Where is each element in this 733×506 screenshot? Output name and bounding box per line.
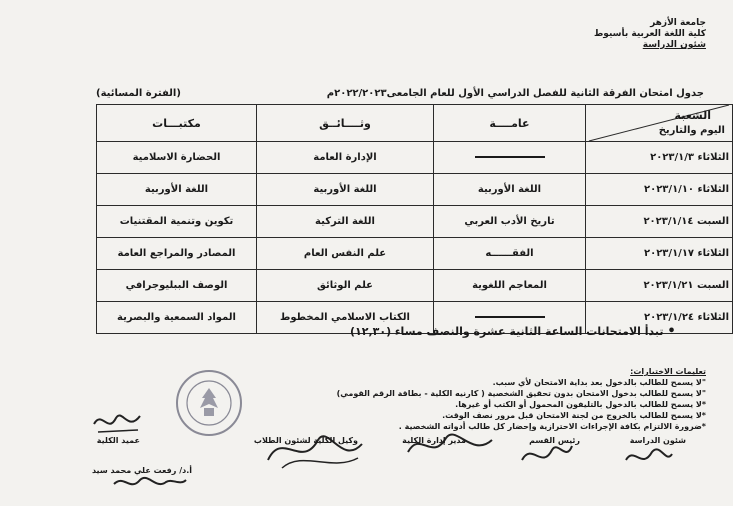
table-row — [97, 174, 733, 206]
bullet-icon: • — [667, 324, 676, 339]
table-row — [97, 206, 733, 238]
director-signature — [402, 422, 498, 468]
day-date-cell: الثلاثاء ٢٠٢٣/١/١٠ — [586, 174, 733, 206]
libraries-cell: المصادر والمراجع العامة — [97, 238, 257, 270]
document-title: جدول امتحان الفرقة الثانية للفصل الدراسي الأول للعام الجامعى٢٠٢٢/٢٠٢٣م — [326, 88, 704, 99]
department-name: شئون الدراسة — [642, 40, 706, 50]
table-row — [97, 238, 733, 270]
table-row — [97, 270, 733, 302]
start-time-text: تبدأ الامتحانات الساعة الثانية عشرة والنصف مساء (١٢,٣٠) — [350, 325, 664, 338]
exam-schedule-table — [96, 104, 733, 334]
documents-cell: اللغة التركية — [257, 206, 434, 238]
general-cell: المعاجم اللغوية — [434, 270, 586, 302]
day-date-cell: الثلاثاء ٢٠٢٣/١/٣ — [586, 142, 733, 174]
sig-label-dean: عميد الكلية — [96, 436, 140, 445]
start-time-note — [350, 324, 676, 339]
libraries-cell: تكوين وتنمية المقتنيات — [97, 206, 257, 238]
instruction-item: *لا يسمح للطالب بالدخول بالتليفون المحمول أو الكتب أو غيرها. — [455, 400, 706, 409]
instructions-heading: تعليمات الاختبارات: — [630, 367, 706, 376]
documents-cell: اللغة الأوربية — [257, 174, 434, 206]
libraries-cell: المواد السمعية والبصرية — [97, 302, 257, 334]
table-row — [97, 142, 733, 174]
general-cell: تاريخ الأدب العربي — [434, 206, 586, 238]
sig-label-vice-dean: وكيل الكلية لشئون الطلاب — [253, 436, 358, 445]
day-date-cell: السبت ٢٠٢٣/١/١٤ — [586, 206, 733, 238]
empty-dash — [475, 316, 545, 318]
instruction-item: *ضرورة الالتزام بكافة الإجراءات الاحترازية وإحضار كل طالب أدواته الشخصية . — [398, 422, 706, 431]
documents-cell: علم النفس العام — [257, 238, 434, 270]
vice-dean-signature — [262, 420, 372, 476]
header-date-label: اليوم والتاريخ — [658, 125, 725, 136]
column-header-general: عامــــة — [434, 105, 586, 142]
libraries-cell: اللغة الأوربية — [97, 174, 257, 206]
general-cell-empty — [434, 142, 586, 174]
column-header-documents: وثــــائــق — [257, 105, 434, 142]
libraries-cell: الوصف الببليوجرافي — [97, 270, 257, 302]
college-name: كلية اللغة العربية بأسيوط — [593, 29, 706, 39]
header-corner-cell — [586, 105, 733, 142]
studies-signature — [620, 440, 676, 476]
instruction-item: "لا يسمح للطالب بالدخول بعد بداية الامتحان لأي سبب. — [492, 378, 706, 387]
institution-header — [536, 18, 706, 51]
exam-period: (الفترة المسائية) — [96, 88, 181, 99]
documents-cell: علم الوثائق — [257, 270, 434, 302]
day-date-cell: الثلاثاء ٢٠٢٣/١/٢٤ — [586, 302, 733, 334]
general-cell: الفقــــــه — [434, 238, 586, 270]
instruction-item: *لا يسمح للطالب بالخروج من لجنة الامتحان قبل مرور نصف الوقت. — [442, 411, 706, 420]
documents-cell: الكتاب الاسلامي المخطوط — [257, 302, 434, 334]
college-seal-stamp — [174, 368, 244, 438]
sig-label-studies: شئون الدراسة — [629, 436, 686, 445]
general-cell: اللغة الأوربية — [434, 174, 586, 206]
university-name: جامعة الأزهر — [650, 18, 706, 28]
sig-label-department-head: رئيس القسم — [529, 436, 580, 445]
dean-name: أ.د/ رفعت علي محمد سيد — [91, 466, 192, 475]
dean-signature-mark — [88, 404, 148, 440]
table-header-row — [97, 105, 733, 142]
sig-label-director: مدير إدارة الكلية — [402, 436, 466, 445]
libraries-cell: الحضارة الاسلامية — [97, 142, 257, 174]
empty-dash — [475, 156, 545, 158]
header-section-label: الشعبة — [674, 109, 711, 122]
instruction-item: "لا يسمح للطالب بدخول الامتحان بدون تحقيق الشخصية ( كارنيه الكلية - بطاقة الرقم القومي) — [336, 389, 706, 398]
day-date-cell: السبت ٢٠٢٣/١/٢١ — [586, 270, 733, 302]
day-date-cell: الثلاثاء ٢٠٢٣/١/١٧ — [586, 238, 733, 270]
documents-cell: الإدارة العامة — [257, 142, 434, 174]
column-header-libraries: مكتبـــات — [97, 105, 257, 142]
